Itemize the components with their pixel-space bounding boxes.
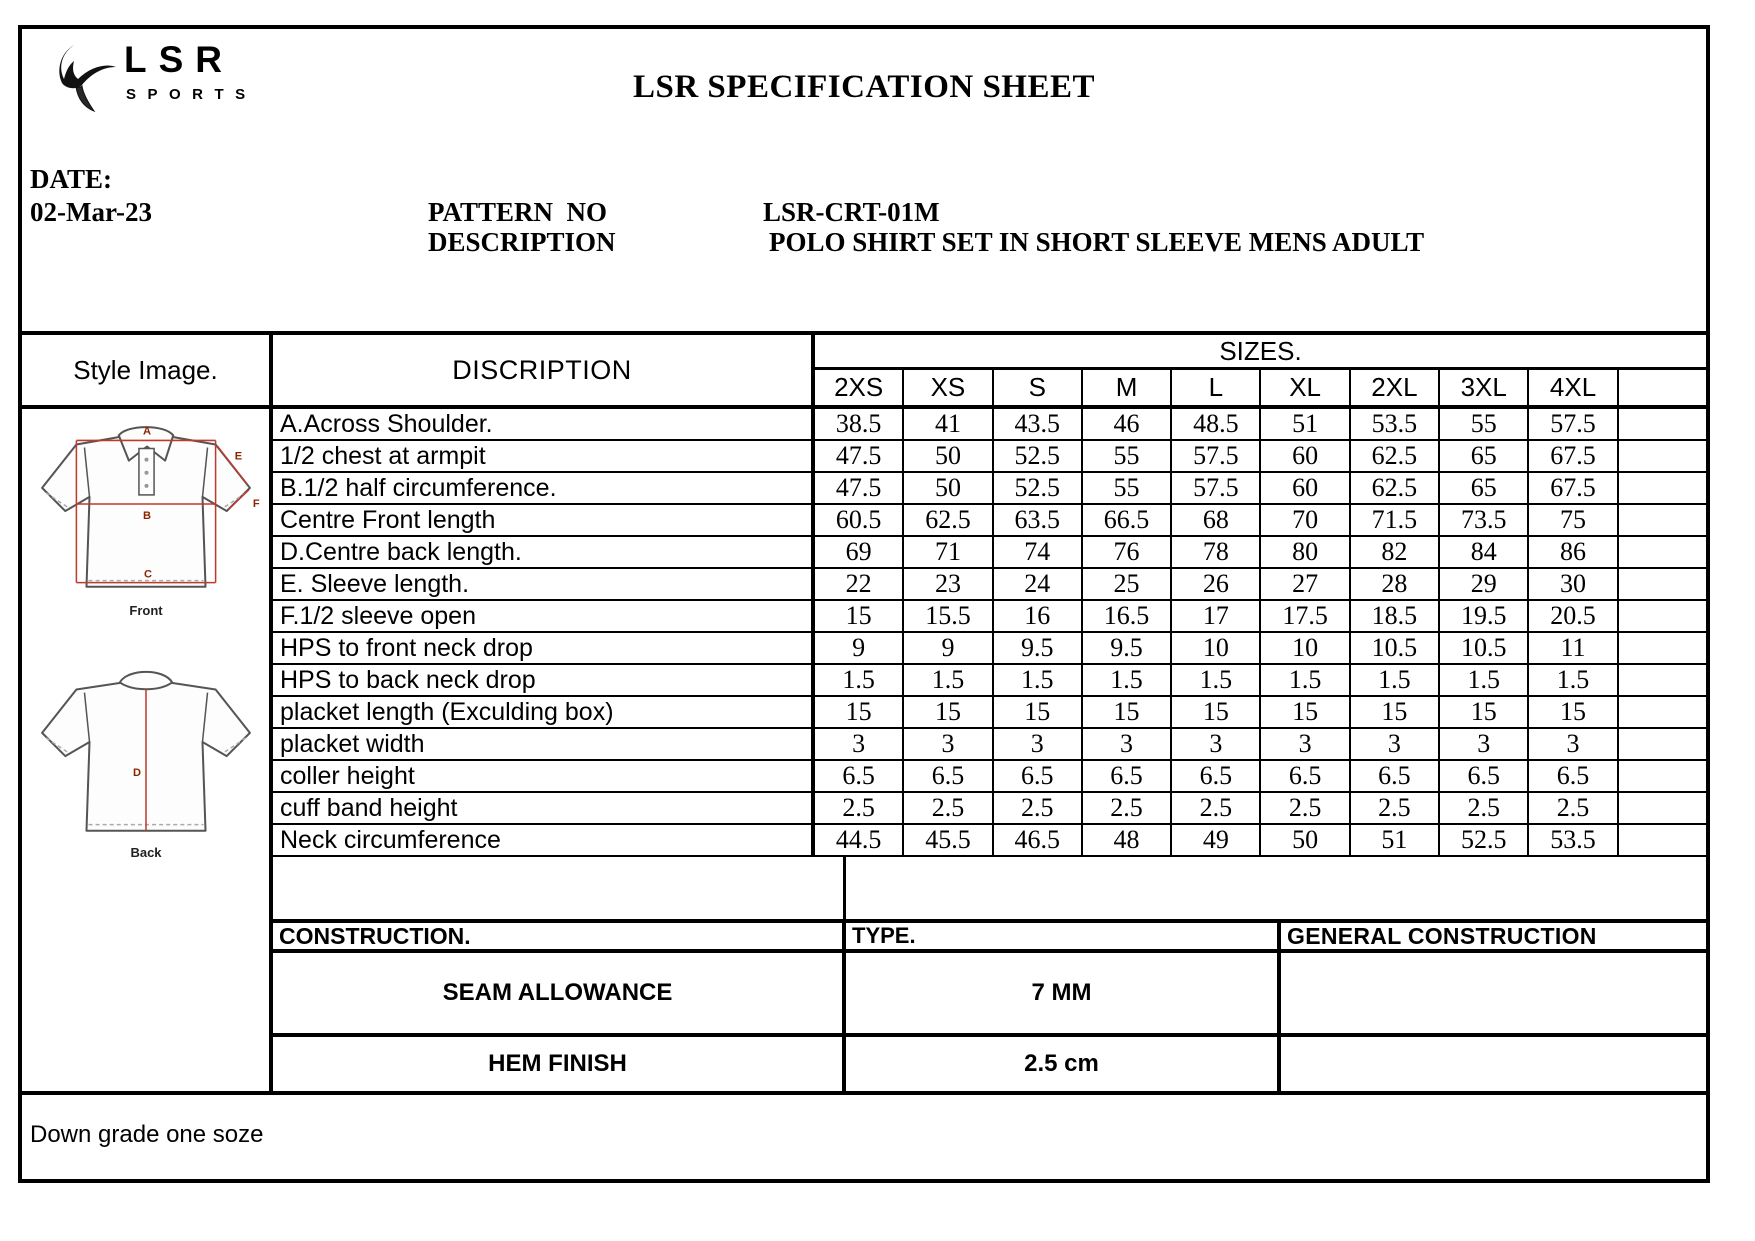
size-value-cell [1619, 697, 1706, 727]
hem-finish-value: 2.5 cm [846, 1037, 1281, 1091]
size-value-cell: 63.5 [994, 505, 1083, 535]
size-value-cell: 6.5 [1172, 761, 1261, 791]
size-value-cell: 78 [1172, 537, 1261, 567]
construction-header: CONSTRUCTION. [273, 923, 846, 949]
size-value-cell: 11 [1529, 633, 1618, 663]
size-value-cell: 71.5 [1351, 505, 1440, 535]
size-value-cell: 3 [994, 729, 1083, 759]
row-label: Neck circumference [273, 825, 815, 855]
row-label: 1/2 chest at armpit [273, 441, 815, 471]
hem-finish-label: HEM FINISH [273, 1037, 846, 1091]
date-value: 02-Mar-23 [30, 197, 152, 227]
size-value-cell: 48.5 [1172, 409, 1261, 439]
size-value-cell: 15 [815, 697, 904, 727]
row-label: coller height [273, 761, 815, 791]
size-value-cell: 17.5 [1261, 601, 1350, 631]
size-value-cell: 2.5 [1083, 793, 1172, 823]
size-value-cell: 73.5 [1440, 505, 1529, 535]
table-row [273, 825, 1706, 857]
size-value-cell: 57.5 [1529, 409, 1618, 439]
size-value-cell: 52.5 [994, 441, 1083, 471]
general-construction-header: GENERAL CONSTRUCTION [1287, 923, 1597, 949]
size-value-cell: 1.5 [1440, 665, 1529, 695]
row-label: E. Sleeve length. [273, 569, 815, 599]
size-value-cell: 19.5 [1440, 601, 1529, 631]
size-value-cell: 67.5 [1529, 441, 1618, 471]
size-value-cell: 15 [815, 601, 904, 631]
size-value-cell: 1.5 [1261, 665, 1350, 695]
mark-f: F [252, 498, 260, 511]
size-value-cell: 9.5 [1083, 633, 1172, 663]
size-column-header: 3XL [1440, 370, 1529, 405]
size-value-cell: 2.5 [904, 793, 993, 823]
mark-b: B [142, 510, 151, 523]
size-value-cell [1619, 537, 1706, 567]
back-collar-shape [120, 672, 172, 689]
size-value-cell [1619, 633, 1706, 663]
size-value-cell: 52.5 [1440, 825, 1529, 855]
size-value-cell: 1.5 [1172, 665, 1261, 695]
size-value-cell: 70 [1261, 505, 1350, 535]
size-value-cell: 1.5 [1083, 665, 1172, 695]
mark-a: A [142, 425, 151, 438]
size-value-cell: 41 [904, 409, 993, 439]
size-value-cell: 9 [904, 633, 993, 663]
mark-c: C [143, 568, 152, 581]
size-value-cell: 6.5 [1261, 761, 1350, 791]
table-row [273, 569, 1706, 601]
row-label: placket width [273, 729, 815, 759]
size-value-cell: 49 [1172, 825, 1261, 855]
size-column-header: 2XL [1351, 370, 1440, 405]
table-row [273, 473, 1706, 505]
size-value-cell [1619, 409, 1706, 439]
table-row [273, 601, 1706, 633]
row-values [815, 793, 1706, 823]
row-label: HPS to back neck drop [273, 665, 815, 695]
table-row [273, 793, 1706, 825]
size-value-cell: 10.5 [1440, 633, 1529, 663]
table-row [273, 505, 1706, 537]
spec-sheet [18, 25, 1710, 1183]
polo-front-diagram [30, 413, 262, 597]
size-value-cell [1619, 569, 1706, 599]
size-value-cell: 20.5 [1529, 601, 1618, 631]
size-value-cell: 57.5 [1172, 473, 1261, 503]
row-label: HPS to front neck drop [273, 633, 815, 663]
row-values [815, 633, 1706, 663]
size-value-cell: 15 [1351, 697, 1440, 727]
size-value-cell: 3 [1172, 729, 1261, 759]
date-label: DATE: [30, 164, 113, 194]
row-values [815, 665, 1706, 695]
size-value-cell: 82 [1351, 537, 1440, 567]
row-label: cuff band height [273, 793, 815, 823]
polo-back-diagram [30, 655, 262, 839]
size-value-cell [1619, 793, 1706, 823]
row-values [815, 697, 1706, 727]
size-value-cell: 15 [1083, 697, 1172, 727]
size-value-cell: 50 [1261, 825, 1350, 855]
size-value-cell: 3 [1351, 729, 1440, 759]
size-value-cell: 2.5 [815, 793, 904, 823]
size-value-cell: 2.5 [1440, 793, 1529, 823]
size-value-cell: 2.5 [1529, 793, 1618, 823]
size-value-cell: 30 [1529, 569, 1618, 599]
row-label: D.Centre back length. [273, 537, 815, 567]
row-label: A.Across Shoulder. [273, 409, 815, 439]
size-value-cell: 6.5 [994, 761, 1083, 791]
size-value-cell: 3 [1440, 729, 1529, 759]
style-image-header: Style Image. [22, 335, 273, 405]
size-value-cell: 65 [1440, 441, 1529, 471]
size-value-cell: 10 [1172, 633, 1261, 663]
row-values [815, 473, 1706, 503]
size-value-cell: 62.5 [1351, 473, 1440, 503]
size-value-cell: 80 [1261, 537, 1350, 567]
size-value-cell: 51 [1351, 825, 1440, 855]
row-values [815, 569, 1706, 599]
size-column-header: L [1172, 370, 1261, 405]
size-column-header: XS [904, 370, 993, 405]
size-value-cell: 38.5 [815, 409, 904, 439]
size-value-cell: 1.5 [994, 665, 1083, 695]
size-value-cell: 50 [904, 473, 993, 503]
logo-subname: SPORTS [126, 85, 257, 103]
size-value-cell: 15 [1172, 697, 1261, 727]
size-value-cell: 62.5 [1351, 441, 1440, 471]
row-values [815, 825, 1706, 855]
size-column-header: 4XL [1529, 370, 1618, 405]
size-value-cell: 53.5 [1351, 409, 1440, 439]
size-value-cell: 23 [904, 569, 993, 599]
size-value-cell: 16 [994, 601, 1083, 631]
size-value-cell: 1.5 [1529, 665, 1618, 695]
spacer-row [273, 857, 1706, 919]
measurement-table [273, 409, 1706, 857]
seam-allowance-value: 7 MM [846, 953, 1281, 1033]
size-value-cell: 53.5 [1529, 825, 1618, 855]
size-value-cell: 16.5 [1083, 601, 1172, 631]
size-value-cell: 2.5 [1261, 793, 1350, 823]
size-value-cell [1619, 473, 1706, 503]
size-value-cell [1619, 729, 1706, 759]
size-value-cell: 1.5 [1351, 665, 1440, 695]
size-value-cell [1619, 761, 1706, 791]
size-value-cell: 1.5 [904, 665, 993, 695]
size-value-cell: 25 [1083, 569, 1172, 599]
size-value-cell: 52.5 [994, 473, 1083, 503]
row-values [815, 761, 1706, 791]
size-value-cell: 66.5 [1083, 505, 1172, 535]
pattern-no-label: PATTERN NO [428, 197, 608, 227]
seam-allowance-general [1281, 953, 1706, 1033]
size-value-cell: 17 [1172, 601, 1261, 631]
size-value-cell: 2.5 [994, 793, 1083, 823]
row-values [815, 505, 1706, 535]
discription-header: DISCRIPTION [273, 335, 815, 405]
size-value-cell: 3 [815, 729, 904, 759]
table-row [273, 761, 1706, 793]
size-value-cell: 3 [1261, 729, 1350, 759]
description-label: DESCRIPTION [428, 227, 616, 257]
size-value-cell: 1.5 [815, 665, 904, 695]
hem-finish-row [273, 1037, 1706, 1091]
back-label: Back [130, 845, 162, 860]
size-column-header: M [1083, 370, 1172, 405]
size-value-cell: 69 [815, 537, 904, 567]
row-values [815, 537, 1706, 567]
size-value-cell: 9 [815, 633, 904, 663]
size-value-cell: 2.5 [1351, 793, 1440, 823]
size-value-cell: 45.5 [904, 825, 993, 855]
size-value-cell: 55 [1083, 473, 1172, 503]
pattern-no-value: LSR-CRT-01M [763, 197, 940, 227]
seam-allowance-row [273, 953, 1706, 1037]
size-value-cell: 3 [1083, 729, 1172, 759]
size-value-cell: 15 [904, 697, 993, 727]
size-value-cell: 27 [1261, 569, 1350, 599]
size-value-cell: 6.5 [1083, 761, 1172, 791]
size-value-cell: 44.5 [815, 825, 904, 855]
size-value-cell: 65 [1440, 473, 1529, 503]
mark-e: E [234, 450, 243, 463]
table-header [22, 331, 1706, 409]
size-value-cell [1619, 825, 1706, 855]
row-label: F.1/2 sleeve open [273, 601, 815, 631]
size-value-cell: 47.5 [815, 473, 904, 503]
size-column-header [1619, 370, 1706, 405]
size-value-cell: 10 [1261, 633, 1350, 663]
size-value-cell: 29 [1440, 569, 1529, 599]
row-label: B.1/2 half circumference. [273, 473, 815, 503]
size-value-cell: 60.5 [815, 505, 904, 535]
table-row [273, 729, 1706, 761]
spacer-cell-left [273, 857, 846, 919]
size-value-cell: 68 [1172, 505, 1261, 535]
size-value-cell: 28 [1351, 569, 1440, 599]
size-value-cell: 22 [815, 569, 904, 599]
description-value: POLO SHIRT SET IN SHORT SLEEVE MENS ADULT [769, 227, 1425, 257]
size-value-cell: 67.5 [1529, 473, 1618, 503]
size-value-cell: 46 [1083, 409, 1172, 439]
seam-allowance-label: SEAM ALLOWANCE [273, 953, 846, 1033]
size-value-cell: 43.5 [994, 409, 1083, 439]
size-value-cell: 6.5 [1529, 761, 1618, 791]
size-value-cell: 3 [1529, 729, 1618, 759]
table-row [273, 665, 1706, 697]
size-value-cell: 2.5 [1172, 793, 1261, 823]
size-value-cell: 15 [1261, 697, 1350, 727]
size-value-cell: 55 [1440, 409, 1529, 439]
size-value-cell [1619, 601, 1706, 631]
size-column-header: XL [1261, 370, 1350, 405]
size-value-cell: 15 [994, 697, 1083, 727]
size-value-cell: 71 [904, 537, 993, 567]
size-value-cell: 60 [1261, 441, 1350, 471]
size-value-cell: 6.5 [815, 761, 904, 791]
row-label: Centre Front length [273, 505, 815, 535]
construction-header-row [273, 919, 1706, 953]
table-row [273, 697, 1706, 729]
size-value-cell: 6.5 [904, 761, 993, 791]
polo-front-block [30, 413, 262, 618]
page-title: LSR SPECIFICATION SHEET [632, 69, 1095, 105]
size-value-cell: 15 [1440, 697, 1529, 727]
size-value-cell: 9.5 [994, 633, 1083, 663]
hem-finish-general [1281, 1037, 1706, 1091]
size-value-cell: 46.5 [994, 825, 1083, 855]
table-row [273, 409, 1706, 441]
size-value-cell: 62.5 [904, 505, 993, 535]
size-value-cell: 50 [904, 441, 993, 471]
size-value-cell: 84 [1440, 537, 1529, 567]
table-row [273, 633, 1706, 665]
table-row [273, 537, 1706, 569]
size-value-cell: 15.5 [904, 601, 993, 631]
row-label: placket length (Exculding box) [273, 697, 815, 727]
size-value-cell: 74 [994, 537, 1083, 567]
size-column-header: S [994, 370, 1083, 405]
size-value-cell: 3 [904, 729, 993, 759]
row-values [815, 441, 1706, 471]
size-value-cell: 18.5 [1351, 601, 1440, 631]
size-value-cell: 15 [1529, 697, 1618, 727]
size-value-cell: 6.5 [1351, 761, 1440, 791]
size-value-cell: 60 [1261, 473, 1350, 503]
polo-back-block [30, 655, 262, 860]
size-value-cell: 75 [1529, 505, 1618, 535]
table-row [273, 441, 1706, 473]
sizes-title: SIZES. [815, 335, 1706, 370]
sizes-header-group [815, 335, 1706, 405]
footer-note: Down grade one soze [22, 1091, 1706, 1179]
row-values [815, 409, 1706, 439]
size-value-cell [1619, 505, 1706, 535]
front-label: Front [129, 603, 163, 618]
size-value-cell: 76 [1083, 537, 1172, 567]
row-values [815, 729, 1706, 759]
size-value-cell: 47.5 [815, 441, 904, 471]
size-columns [815, 370, 1706, 405]
size-value-cell [1619, 665, 1706, 695]
style-image-cell [22, 409, 273, 1091]
size-value-cell: 26 [1172, 569, 1261, 599]
size-value-cell: 57.5 [1172, 441, 1261, 471]
size-value-cell: 55 [1083, 441, 1172, 471]
size-value-cell: 48 [1083, 825, 1172, 855]
size-value-cell: 6.5 [1440, 761, 1529, 791]
size-value-cell: 86 [1529, 537, 1618, 567]
row-values [815, 601, 1706, 631]
type-header: TYPE. [846, 923, 1281, 949]
logo-name: LSR [124, 39, 234, 80]
size-value-cell: 51 [1261, 409, 1350, 439]
size-column-header: 2XS [815, 370, 904, 405]
size-value-cell: 24 [994, 569, 1083, 599]
size-value-cell: 10.5 [1351, 633, 1440, 663]
mark-d: D [132, 767, 141, 780]
size-value-cell [1619, 441, 1706, 471]
